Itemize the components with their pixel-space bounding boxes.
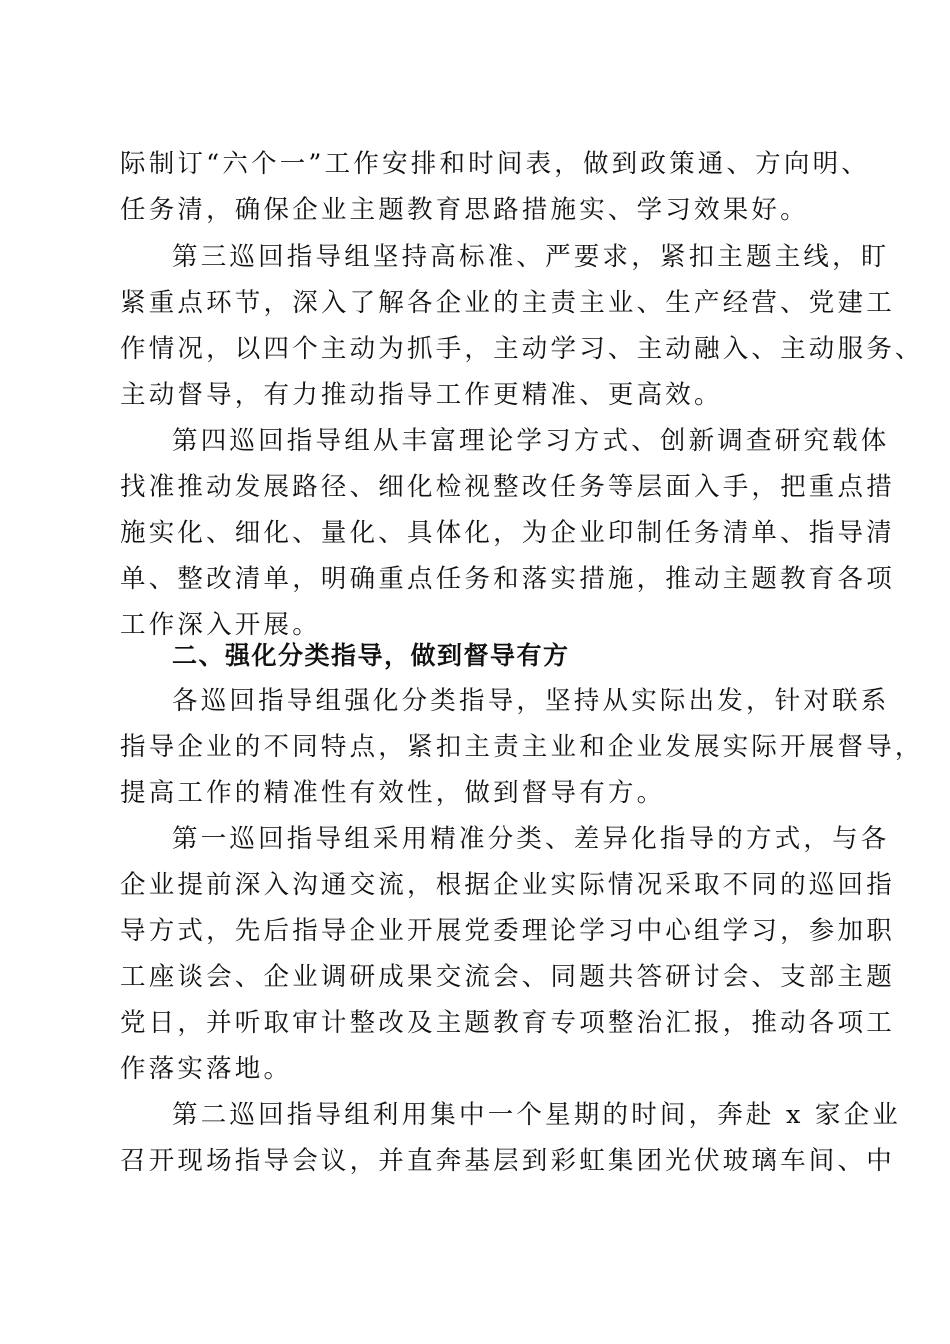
paragraph-line: 提高工作的精准性有效性，做到督导有方。 xyxy=(120,778,666,808)
paragraph-line: 主动督导，有力推动指导工作更精准、更高效。 xyxy=(120,380,723,410)
paragraph-line: 各巡回指导组强化分类指导，坚持从实际出发，针对联系 xyxy=(172,686,890,716)
paragraph-line: 施实化、细化、量化、具体化，为企业印制任务清单、指导清 xyxy=(120,518,895,548)
paragraph-line: 指导企业的不同特点，紧扣主责主业和企业发展实际开展督导， xyxy=(120,732,924,762)
paragraph-line: 作情况，以四个主动为抓手，主动学习、主动融入、主动服务、 xyxy=(120,334,924,364)
paragraph-line: 第四巡回指导组从丰富理论学习方式、创新调查研究载体 xyxy=(172,426,890,456)
paragraph-line: 单、整改清单，明确重点任务和落实措施，推动主题教育各项 xyxy=(120,564,895,594)
paragraph-line: 召开现场指导会议，并直奔基层到彩虹集团光伏玻璃车间、中 xyxy=(120,1146,895,1176)
paragraph-line: 第二巡回指导组利用集中一个星期的时间，奔赴 x 家企业 xyxy=(172,1100,901,1130)
paragraph-line: 工座谈会、企业调研成果交流会、同题共答研讨会、支部主题 xyxy=(120,962,895,992)
paragraph-line: 作落实落地。 xyxy=(120,1054,293,1084)
paragraph-line: 第一巡回指导组采用精准分类、差异化指导的方式，与各 xyxy=(172,824,890,854)
paragraph-line: 党日，并听取审计整改及主题教育专项整治汇报，推动各项工 xyxy=(120,1008,895,1038)
paragraph-line: 任务清，确保企业主题教育思路措施实、学习效果好。 xyxy=(120,195,809,225)
paragraph-line: 工作深入开展。 xyxy=(120,610,321,640)
paragraph-line: 紧重点环节，深入了解各企业的主责主业、生产经营、党建工 xyxy=(120,288,895,318)
paragraph-line: 企业提前深入沟通交流，根据企业实际情况采取不同的巡回指 xyxy=(120,870,895,900)
section-heading: 二、强化分类指导，做到督导有方 xyxy=(172,641,570,670)
paragraph-line: 第三巡回指导组坚持高标准、严要求，紧扣主题主线，盯 xyxy=(172,242,890,272)
paragraph-line: 找准推动发展路径、细化检视整改任务等层面入手，把重点措 xyxy=(120,472,895,502)
paragraph-line: 导方式，先后指导企业开展党委理论学习中心组学习，参加职 xyxy=(120,916,895,946)
paragraph-line: 际制订“六个一”工作安排和时间表，做到政策通、方向明、 xyxy=(120,149,870,179)
